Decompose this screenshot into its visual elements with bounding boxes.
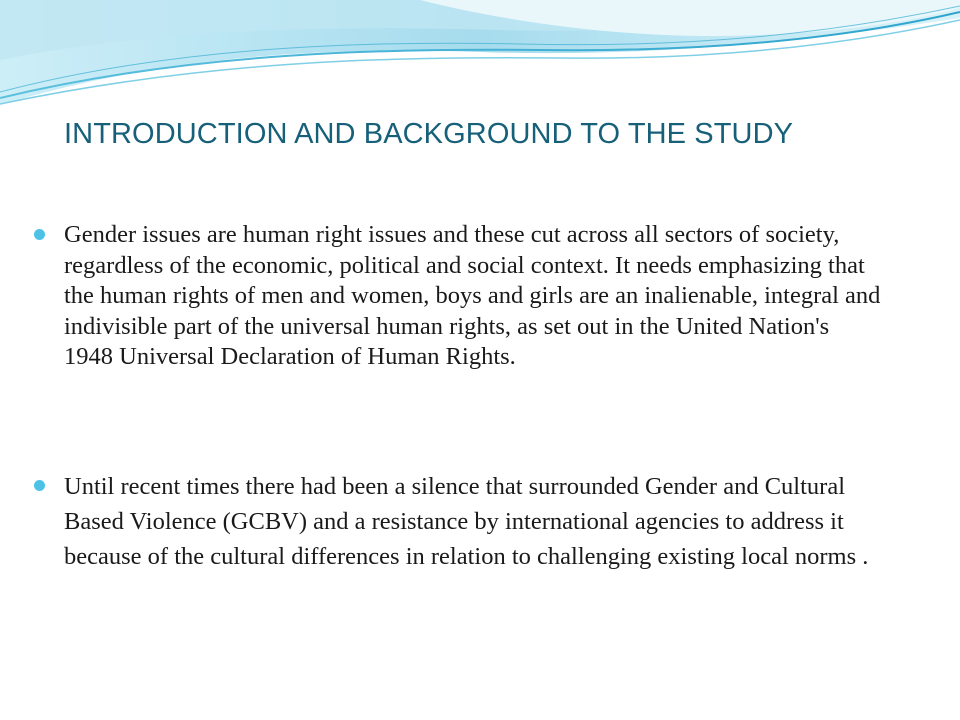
bullet-list <box>34 220 914 574</box>
bullet-dot-icon <box>34 229 45 240</box>
header-wave-decoration <box>0 0 960 120</box>
bullet-item-1 <box>34 220 914 373</box>
bullet-item-2 <box>34 469 914 574</box>
slide-title: INTRODUCTION AND BACKGROUND TO THE STUDY <box>64 118 794 150</box>
bullet-dot-icon <box>34 480 45 491</box>
bullet-text-1: Gender issues are human right issues and these cut across all sectors of society, regardless of the economic, political and social context. It needs emphasizing that the human rights of men and women, boys and girls are an inalienable, integral and indivisible part of the universal human rights, as set out in the United Nation's 1948 Universal Declaration of Human Rights. <box>64 221 881 370</box>
bullet-text-2: Until recent times there had been a silence that surrounded Gender and Cultural Based Violence (GCBV) and a resistance by international agencies to address it because of the cultural differences in relation to challenging existing local norms . <box>64 472 869 570</box>
